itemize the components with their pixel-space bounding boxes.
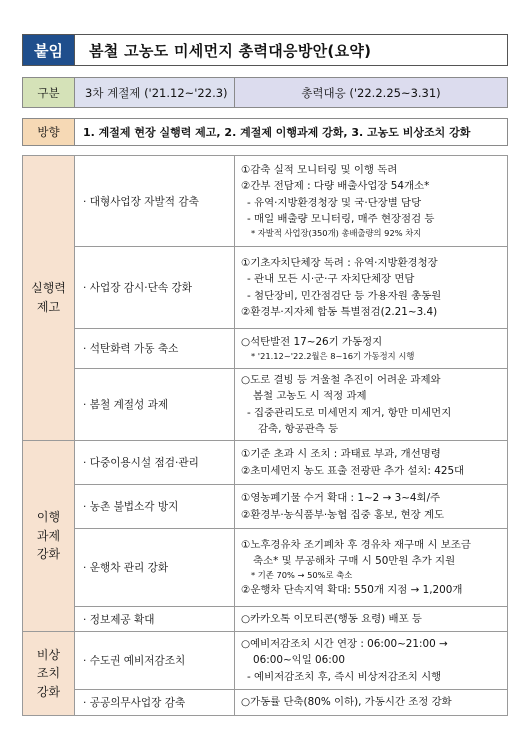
comparison-label: 구분 — [23, 78, 75, 107]
row-detail — [235, 441, 508, 485]
comparison-current-period: 총력대응 ('22.2.25~3.31) — [235, 78, 507, 107]
table-row — [23, 247, 508, 329]
detail-line: ②초미세먼지 농도 표출 전광판 추가 설치: 425대 — [241, 464, 465, 477]
category-label-line: 강화 — [36, 684, 61, 699]
detail-line: ②환경부·농식품부·농협 집중 홍보, 현장 계도 — [241, 508, 445, 521]
row-item-label: · 운행차 관리 강화 — [75, 529, 235, 607]
category-label-line: 비상 — [36, 647, 61, 662]
detail-note: * 자발적 사업장(350개) 총배출량의 92% 차지 — [251, 227, 422, 238]
detail-line: - 유역·지방환경청장 및 국·단장별 담당 — [247, 196, 422, 209]
detail-line: ○가동률 단축(80% 이하), 가동시간 조정 강화 — [241, 696, 452, 709]
detail-line: ②운행차 단속지역 확대: 550개 지점 → 1,200개 — [241, 583, 463, 596]
comparison-header-row — [22, 77, 508, 108]
category-label-line: 과제 — [36, 528, 61, 543]
category-label-line: 이행 — [36, 510, 61, 525]
detail-line: - 집중관리도로 미세먼지 제거, 항만 미세먼지 — [247, 406, 452, 419]
row-detail — [235, 329, 508, 369]
row-item-label: · 농촌 불법소각 방지 — [75, 485, 235, 529]
direction-label: 방향 — [23, 119, 75, 145]
row-detail — [235, 156, 508, 247]
detail-line: 감축, 항공관측 등 — [258, 422, 339, 435]
table-row — [23, 529, 508, 607]
detail-line: - 첨단장비, 민간점검단 등 가용자원 총동원 — [247, 289, 442, 302]
detail-line: ①감축 실적 모니터링 및 이행 독려 — [241, 164, 398, 177]
table-row — [23, 690, 508, 716]
row-detail — [235, 632, 508, 690]
table-row — [23, 607, 508, 632]
measures-table — [22, 155, 508, 716]
row-item-label: · 봄철 계절성 과제 — [75, 369, 235, 441]
row-item-label: · 수도권 예비저감조치 — [75, 632, 235, 690]
table-row — [23, 632, 508, 690]
row-item-label: · 대형사업장 자발적 감축 — [75, 156, 235, 247]
detail-note: * '21.12~'22.2월은 8~16기 가동정지 시행 — [251, 351, 415, 362]
category-label-line: 강화 — [36, 547, 61, 562]
row-detail — [235, 247, 508, 329]
detail-line: ①기초자치단체장 독려 : 유역·지방환경청장 — [241, 257, 438, 270]
category-execution — [23, 156, 75, 441]
row-detail — [235, 529, 508, 607]
row-detail — [235, 369, 508, 441]
row-item-label: · 공공의무사업장 감축 — [75, 690, 235, 716]
detail-line: 06:00~익일 06:00 — [253, 654, 345, 667]
table-row — [23, 156, 508, 247]
category-implementation — [23, 441, 75, 632]
category-label-line: 제고 — [36, 300, 61, 314]
detail-line: ○카카오톡 이모티콘(행동 요령) 배포 등 — [241, 612, 422, 625]
row-item-label: · 다중이용시설 점검·관리 — [75, 441, 235, 485]
detail-line: - 관내 모든 시·군·구 자치단체장 면담 — [247, 273, 415, 286]
detail-line: ○도로 결빙 등 겨울철 추진이 어려운 과제와 — [241, 374, 441, 387]
direction-text: 1. 계절제 현장 실행력 제고, 2. 계절제 이행과제 강화, 3. 고농도 비상조치 강화 — [75, 119, 507, 145]
table-row — [23, 485, 508, 529]
row-detail — [235, 690, 508, 716]
row-item-label: · 석탄화력 가동 축소 — [75, 329, 235, 369]
page-title: 봄철 고농도 미세먼지 총력대응방안(요약) — [89, 41, 372, 60]
detail-line: ①영농폐기물 수거 확대 : 1~2 → 3~4회/주 — [241, 492, 441, 505]
detail-line: ○예비저감조치 시간 연장 : 06:00~21:00 → — [241, 638, 448, 651]
table-row — [23, 369, 508, 441]
detail-line: - 예비저감조치 후, 즉시 비상저감조치 시행 — [247, 670, 442, 683]
category-label-line: 조치 — [36, 666, 61, 681]
detail-line: ①기준 초과 시 조치 : 과태료 부과, 개선명령 — [241, 448, 441, 461]
table-row — [23, 329, 508, 369]
row-detail — [235, 607, 508, 632]
row-item-label: · 정보제공 확대 — [75, 607, 235, 632]
comparison-previous-period: 3차 계절제 ('21.12~'22.3) — [75, 78, 235, 107]
detail-note: * 기존 70% → 50%로 축소 — [251, 570, 353, 581]
detail-line: 축소* 및 무공해차 구매 시 50만원 추가 지원 — [253, 555, 456, 567]
detail-line: - 매일 배출량 모니터링, 매주 현장점검 등 — [247, 212, 435, 225]
detail-line: ②환경부·지자체 합동 특별점검(2.21~3.4) — [241, 305, 438, 318]
detail-line: ○석탄발전 17~26기 가동정지 — [241, 336, 383, 348]
category-label-line: 실행력 — [31, 281, 66, 296]
category-emergency — [23, 632, 75, 716]
table-row — [23, 441, 508, 485]
detail-line: ②간부 전담제 : 다량 배출사업장 54개소* — [241, 180, 430, 193]
detail-line: 봄철 고농도 시 적정 과제 — [253, 390, 367, 403]
row-detail — [235, 485, 508, 529]
detail-line: ①노후경유차 조기폐차 후 경유차 재구매 시 보조금 — [241, 538, 471, 551]
title-bar — [22, 34, 508, 66]
title-badge: 붙임 — [23, 35, 75, 65]
direction-row — [22, 118, 508, 146]
row-item-label: · 사업장 감시·단속 강화 — [75, 247, 235, 329]
